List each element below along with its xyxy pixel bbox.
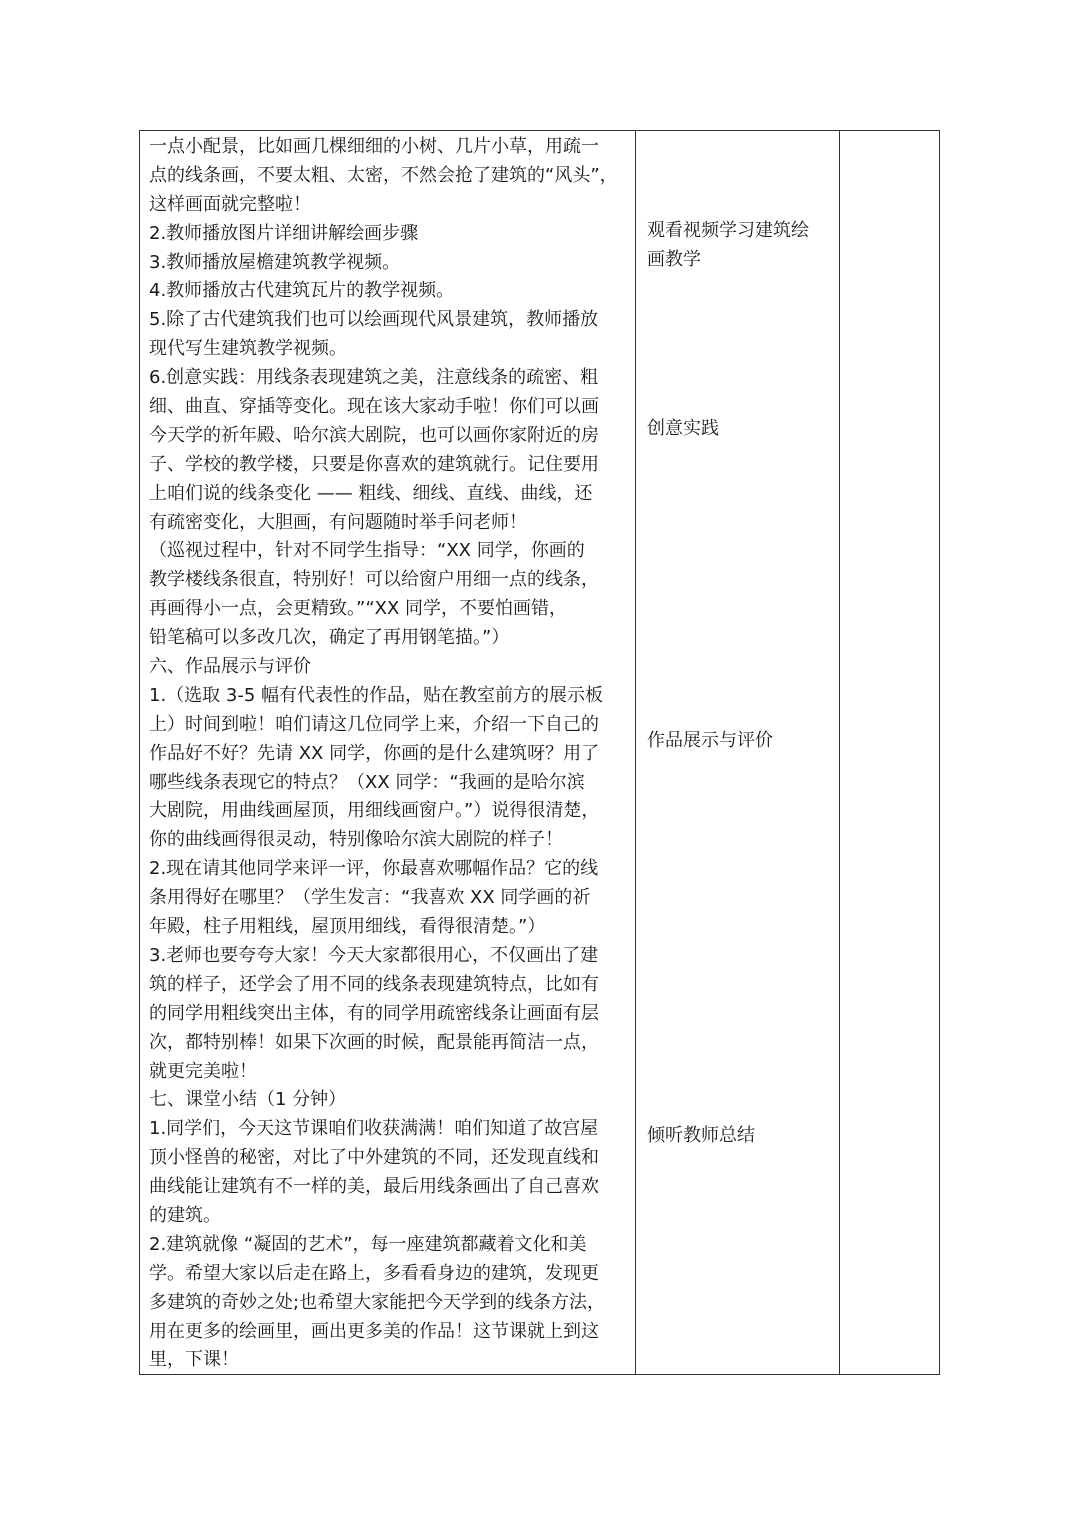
teacher-activity-line: 上咱们说的线条变化 —— 粗线、细线、直线、曲线，还 <box>149 482 593 504</box>
column-divider-2 <box>839 131 840 1374</box>
teacher-activity-line: 大剧院，用曲线画屋顶，用细线画窗户。”）说得很清楚， <box>149 800 600 822</box>
student-activity-line: 创意实践 <box>647 418 719 439</box>
teacher-activity-line: 有疏密变化，大胆画，有问题随时举手问老师！ <box>149 511 527 533</box>
student-activity-showcase <box>647 727 832 756</box>
teacher-activity-line: 1.同学们，今天这节课咱们收获满满！咱们知道了故宫屋 <box>149 1118 599 1140</box>
teacher-activity-line: 2.教师播放图片详细讲解绘画步骤 <box>149 222 419 244</box>
teacher-activity-line: 的同学用粗线突出主体，有的同学用疏密线条让画面有层 <box>149 1002 599 1024</box>
student-activity-creative-practice <box>647 415 832 444</box>
teacher-activity-line: 哪些线条表现它的特点？（XX 同学：“我画的是哈尔滨 <box>149 771 585 793</box>
teacher-activity-line: 这样画面就完整啦！ <box>149 193 311 215</box>
teacher-activity-line: 的建筑。 <box>149 1204 221 1226</box>
teacher-activity-line: 再画得小一点，会更精致。”“XX 同学，不要怕画错， <box>149 598 568 620</box>
teacher-activity-line: 3.老师也要夸夸大家！今天大家都很用心，不仅画出了建 <box>149 944 599 966</box>
student-activity-line: 倾听教师总结 <box>647 1125 755 1146</box>
teacher-activity-cell <box>149 133 629 1375</box>
teacher-activity-line: 教学楼线条很直，特别好！可以给窗户用细一点的线条， <box>149 569 599 591</box>
column-divider-1 <box>635 131 636 1374</box>
teacher-activity-line: 2.建筑就像 “凝固的艺术”，每一座建筑都藏着文化和美 <box>149 1233 587 1255</box>
teacher-activity-line: 七、课堂小结（1 分钟） <box>149 1089 347 1111</box>
teacher-activity-line: 5.除了古代建筑我们也可以绘画现代风景建筑，教师播放 <box>149 309 599 331</box>
teacher-activity-line: 多建筑的奇妙之处;也希望大家能把今天学到的线条方法， <box>149 1291 606 1313</box>
student-activity-line: 观看视频学习建筑绘 <box>647 220 809 241</box>
teacher-activity-line: （巡视过程中，针对不同学生指导：“XX 同学，你画的 <box>149 540 585 562</box>
teacher-activity-line: 1.（选取 3-5 幅有代表性的作品，贴在教室前方的展示板 <box>149 684 604 706</box>
teacher-activity-line: 曲线能让建筑有不一样的美，最后用线条画出了自己喜欢 <box>149 1176 599 1198</box>
teacher-activity-line: 细、曲直、穿插等变化。现在该大家动手啦！你们可以画 <box>149 396 599 418</box>
student-activity-line: 作品展示与评价 <box>647 730 773 751</box>
teacher-activity-line: 就更完美啦！ <box>149 1060 257 1082</box>
student-activity-line: 画教学 <box>647 248 701 270</box>
teacher-activity-line: 2.现在请其他同学来评一评，你最喜欢哪幅作品？它的线 <box>149 858 599 880</box>
teacher-activity-line: 筑的样子，还学会了用不同的线条表现建筑特点，比如有 <box>149 973 599 995</box>
teacher-activity-line: 次，都特别棒！如果下次画的时候，配景能再简洁一点， <box>149 1031 599 1053</box>
teacher-activity-line: 年殿，柱子用粗线，屋顶用细线，看得很清楚。”） <box>149 916 546 938</box>
teacher-activity-line: 学。希望大家以后走在路上，多看看身边的建筑，发现更 <box>149 1262 599 1284</box>
teacher-activity-line: 用在更多的绘画里，画出更多美的作品！这节课就上到这 <box>149 1320 599 1342</box>
teacher-activity-line: 4.教师播放古代建筑瓦片的教学视频。 <box>149 280 455 302</box>
teacher-activity-line: 作品好不好？先请 XX 同学，你画的是什么建筑呀？用了 <box>149 742 600 764</box>
teacher-activity-line: 你的曲线画得很灵动，特别像哈尔滨大剧院的样子！ <box>149 829 563 851</box>
teacher-activity-line: 现代写生建筑教学视频。 <box>149 338 347 360</box>
student-activity-video-learning <box>647 217 832 275</box>
teacher-activity-line: 6.创意实践：用线条表现建筑之美，注意线条的疏密、粗 <box>149 367 599 389</box>
teacher-activity-line: 上）时间到啦！咱们请这几位同学上来，介绍一下自己的 <box>149 713 599 735</box>
teacher-activity-line: 里，下课！ <box>149 1349 239 1371</box>
teacher-activity-line: 顶小怪兽的秘密，对比了中外建筑的不同，还发现直线和 <box>149 1147 599 1169</box>
teacher-activity-line: 点的线条画，不要太粗、太密，不然会抢了建筑的“风头”， <box>149 164 618 186</box>
teacher-activity-line: 子、学校的教学楼，只要是你喜欢的建筑就行。记住要用 <box>149 453 599 475</box>
student-activity-summary <box>647 1122 832 1151</box>
teacher-activity-line: 3.教师播放屋檐建筑教学视频。 <box>149 251 401 273</box>
teacher-activity-line: 铅笔稿可以多改几次，确定了再用钢笔描。”） <box>149 627 510 649</box>
teacher-activity-line: 六、作品展示与评价 <box>149 656 311 678</box>
teacher-activity-line: 条用得好在哪里？（学生发言：“我喜欢 XX 同学画的祈 <box>149 887 591 909</box>
teacher-activity-line: 今天学的祈年殿、哈尔滨大剧院，也可以画你家附近的房 <box>149 424 599 446</box>
teacher-activity-line: 一点小配景，比如画几棵细细的小树、几片小草，用疏一 <box>149 136 599 157</box>
lesson-plan-table <box>139 130 940 1375</box>
